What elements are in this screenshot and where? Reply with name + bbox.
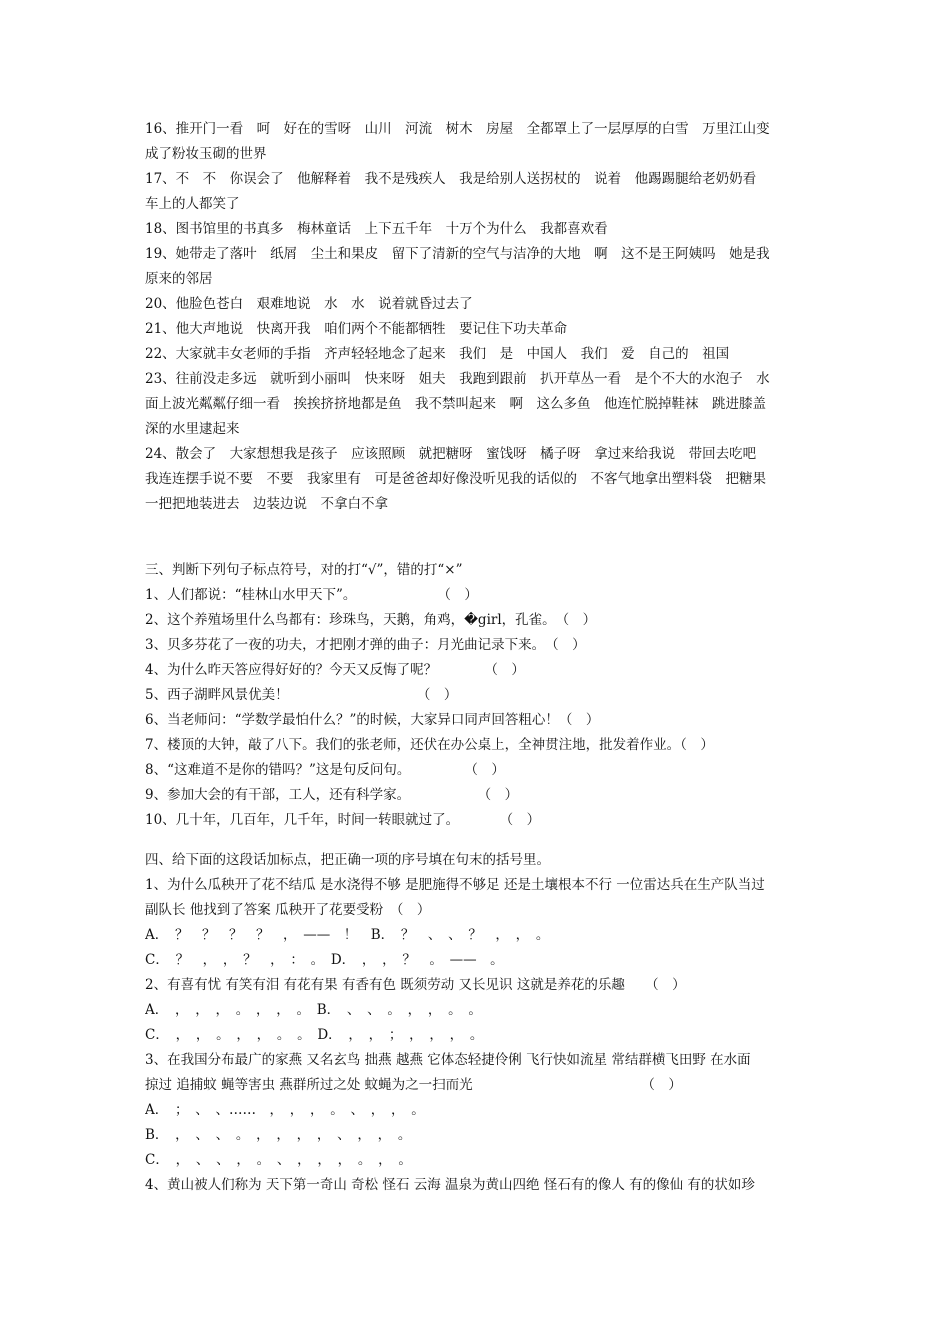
option-line: C． ， ， 。 ， ， 。 。 D． ， ， ； ， ， ， 。 <box>145 1027 484 1043</box>
text-line: 24、散会了 大家想想我是孩子 应该照顾 就把糖呀 蜜饯呀 橘子呀 拿过来给我说 带回去吃吧 <box>145 446 757 462</box>
section-4 <box>145 848 810 1198</box>
text-line: 一把把地装进去 边装边说 不拿白不拿 <box>145 496 388 512</box>
text-line: 16、推开门一看 呵 好在的雪呀 山川 河流 树木 房屋 全都罩上了一层厚厚的白雪 万里江山变 <box>145 121 770 137</box>
text-line: 4、黄山被人们称为 天下第一奇山 奇松 怪石 云海 温泉为黄山四绝 怪石有的像人 有的像仙 有的状如珍 <box>145 1177 755 1193</box>
text-line: 17、不 不 你误会了 他解释着 我不是残疾人 我是给别人送拐杖的 说着 他踢踢腿给老奶奶看 <box>145 171 757 187</box>
section-heading: 四、给下面的这段话加标点，把正确一项的序号填在句末的括号里。 <box>145 852 550 868</box>
text-line: 掠过 追捕蚊 蝇等害虫 燕群所过之处 蚊蝇为之一扫而光 （ ） <box>145 1077 682 1093</box>
question-item: 5、西子湖畔风景优美！ （ ） <box>145 687 458 703</box>
option-line: C． ？ ， ， ？ ， ： 。 D． ， ， ？ 。 —— 。 <box>145 952 504 968</box>
text-line: 19、她带走了落叶 纸屑 尘土和果皮 留下了清新的空气与洁净的大地 啊 这不是王阿姨吗 她是我 <box>145 246 770 262</box>
text-line: 车上的人都笑了 <box>145 196 240 212</box>
text-line: 2、有喜有忧 有笑有泪 有花有果 有香有色 既须劳动 又长见识 这就是养花的乐趣 （ ） <box>145 977 686 993</box>
option-line: A． ， ， ， 。 ， ， 。 B． 、 、 。 ， ， 。 。 <box>145 1002 482 1018</box>
text-line: 18、图书馆里的书真多 梅林童话 上下五千年 十万个为什么 我都喜欢看 <box>145 221 608 237</box>
spacer <box>145 833 810 848</box>
section-3 <box>145 558 810 833</box>
spacer <box>145 517 810 558</box>
question-item: 10、几十年，几百年，几千年，时间一转眼就过了。 （ ） <box>145 812 541 828</box>
option-line: A． ； 、 、…… ， ， ， 。 、 ， ， 。 <box>145 1102 425 1118</box>
question-item: 9、参加大会的有干部，工人，还有科学家。 （ ） <box>145 787 519 803</box>
option-line: B． ， 、 、 。 ， ， ， ， 、 ， ， 。 <box>145 1127 412 1143</box>
text-line: 我连连摆手说不要 不要 我家里有 可是爸爸却好像没听见我的话似的 不客气地拿出塑料袋 把糖果 <box>145 471 766 487</box>
text-line: 20、他脸色苍白 艰难地说 水 水 说着就昏过去了 <box>145 296 473 312</box>
text-line: 23、往前没走多远 就听到小丽叫 快来呀 姐夫 我跑到跟前 扒开草丛一看 是个不大的水泡子 水 <box>145 371 770 387</box>
option-line: C． ， 、 、 ， 。 、 ， ， ， 。 ， 。 <box>145 1152 412 1168</box>
text-line: 副队长 他找到了答案 瓜秧开了花要受粉 （ ） <box>145 902 431 918</box>
question-item: 8、“这难道不是你的错吗？”这是句反问句。 （ ） <box>145 762 505 778</box>
question-item: 4、为什么昨天答应得好好的？今天又反悔了呢？ （ ） <box>145 662 525 678</box>
section-heading: 三、判断下列句子标点符号，对的打“√”，错的打“×” <box>145 562 463 578</box>
question-item: 1、人们都说：“桂林山水甲天下”。 （ ） <box>145 587 478 603</box>
text-line: 21、他大声地说 快离开我 咱们两个不能都牺牲 要记住下功夫革命 <box>145 321 568 337</box>
question-item: 3、贝多芬花了一夜的功夫，才把刚才弹的曲子：月光曲记录下来。 （ ） <box>145 637 586 653</box>
text-line: 1、为什么瓜秧开了花不结瓜 是水浇得不够 是肥施得不够足 还是土壤根本不行 一位雷达兵在生产队当过 <box>145 877 765 893</box>
question-item: 7、楼顶的大钟，敲了八下。我们的张老师，还伏在办公桌上，全神贯注地，批发着作业。（ ） <box>145 737 714 753</box>
section-2-tail <box>145 117 810 517</box>
text-line: 面上波光粼粼仔细一看 挨挨挤挤地都是鱼 我不禁叫起来 啊 这么多鱼 他连忙脱掉鞋袜 跳进膝盖 <box>145 396 766 412</box>
text-line: 3、在我国分布最广的家燕 又名玄鸟 拙燕 越燕 它体态轻捷伶俐 飞行快如流星 常结群横飞田野 在水面 <box>145 1052 751 1068</box>
text-line: 原来的邻居 <box>145 271 213 287</box>
document-body <box>145 117 810 1198</box>
text-line: 深的水里逮起来 <box>145 421 240 437</box>
question-item: 6、当老师问：“学数学最怕什么？”的时候，大家异口同声回答粗心！（ ） <box>145 712 600 728</box>
option-line: A． ？ ？ ？ ？ ， —— ！ B． ？ 、 、 ？ ， ， 。 <box>145 927 550 943</box>
text-line: 22、大家就丰女老师的手指 齐声轻轻地念了起来 我们 是 中国人 我们 爱 自己的 祖国 <box>145 346 730 362</box>
text-line: 成了粉妆玉砌的世界 <box>145 146 267 162</box>
question-item: 2、这个养殖场里什么鸟都有：珍珠鸟，天鹅，角鸡，�girl，孔雀。 （ ） <box>145 612 597 628</box>
